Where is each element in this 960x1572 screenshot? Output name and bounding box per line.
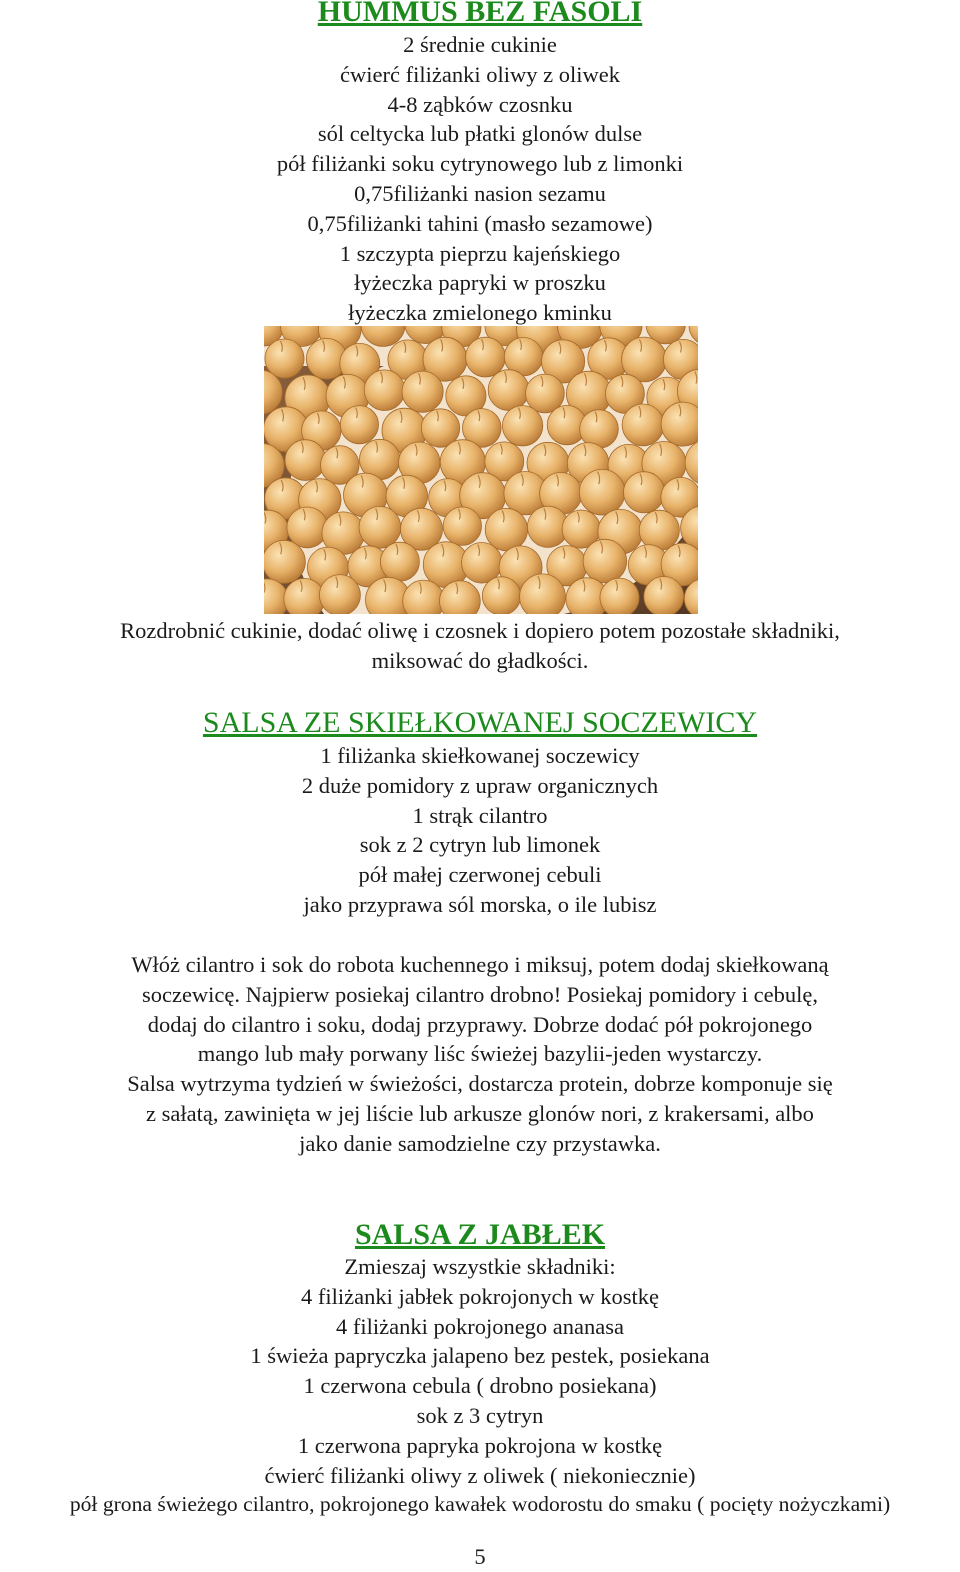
ingredient-line: 0,75filiżanki tahini (masło sezamowe) xyxy=(307,210,653,236)
chickpea xyxy=(359,506,401,548)
ingredient-line: ćwierć filiżanki oliwy z oliwek ( niekoniecznie) xyxy=(264,1462,696,1488)
ingredient-line: sok z 3 cytryn xyxy=(416,1402,544,1428)
ingredient-line: 1 szczypta pieprzu kajeńskiego xyxy=(339,240,621,266)
instruction-line: z sałatą, zawinięta w jej liście lub arkusze glonów nori, z krakersami, albo xyxy=(146,1100,814,1126)
chickpea xyxy=(579,469,625,515)
chickpea xyxy=(443,507,481,545)
chickpea xyxy=(462,543,503,584)
instruction-line: Rozdrobnić cukinie, dodać oliwę i czosnek i dopiero potem pozostałe składniki, xyxy=(120,618,840,643)
ingredient-line: ćwierć filiżanki oliwy z oliwek xyxy=(340,61,620,87)
ingredient-line: pół grona świeżego cilantro, pokrojonego kawałek wodorostu do smaku ( pocięty nożyczkami) xyxy=(69,1492,891,1517)
chickpea xyxy=(287,507,328,548)
chickpea xyxy=(639,510,679,550)
instruction-line: mango lub mały porwany liśc świeżej bazylii-jeden wystarczy. xyxy=(197,1041,763,1067)
chickpea xyxy=(644,577,684,615)
ingredient-line: 2 średnie cukinie xyxy=(403,32,557,57)
ingredient-line: pół filiżanki soku cytrynowego lub z limonki xyxy=(276,151,684,177)
chickpea xyxy=(520,574,566,614)
instruction-line: jako danie samodzielne czy przystawka. xyxy=(299,1130,661,1156)
chickpea xyxy=(319,575,360,614)
ingredient-line: 0,75filiżanki nasion sezamu xyxy=(354,180,606,206)
chickpea xyxy=(485,508,527,550)
section-title-apple-salsa: SALSA Z JABŁEK xyxy=(354,1218,606,1251)
chickpea xyxy=(466,337,506,377)
ingredient-line: pół małej czerwonej cebuli xyxy=(358,862,602,888)
section-hummus xyxy=(0,0,960,28)
chickpea xyxy=(600,578,639,614)
ingredient-line: 1 filiżanka skiełkowanej soczewicy xyxy=(320,743,640,768)
instruction-line: Włóż cilantro i sok do robota kuchennego i miksuj, potem dodaj skiełkowaną xyxy=(131,952,829,977)
section-title-hummus: HUMMUS BEZ FASOLI xyxy=(317,0,643,28)
hummus-ingredients xyxy=(0,30,960,328)
chickpea xyxy=(285,440,326,481)
ingredient-line: 4 filiżanki pokrojonego ananasa xyxy=(335,1313,625,1339)
chickpea xyxy=(364,370,405,411)
section-apple-salsa xyxy=(0,1219,960,1251)
section-lentil-salsa xyxy=(0,707,960,739)
ingredient-line: 1 czerwona cebula ( drobno posiekana) xyxy=(303,1373,657,1399)
ingredient-line: 4 filiżanki jabłek pokrojonych w kostkę xyxy=(300,1283,660,1309)
lentil-instructions xyxy=(0,950,960,1159)
ingredient-line: jako przyprawa sól morska, o ile lubisz xyxy=(303,891,657,917)
chickpea xyxy=(624,472,665,513)
intro-line: Zmieszaj wszystkie składniki: xyxy=(344,1254,616,1279)
instruction-line: dodaj do cilantro i soku, dodaj przyprawy. Dobrze dodać pół pokrojonego xyxy=(147,1011,813,1037)
hummus-instructions xyxy=(0,616,960,676)
ingredient-line: sól celtycka lub płatki glonów dulse xyxy=(317,121,643,147)
section-title-lentil-salsa: SALSA ZE SKIEŁKOWANEJ SOCZEWICY xyxy=(202,706,758,739)
instruction-line: soczewicę. Najpierw posiekaj cilantro drobno! Posiekaj pomidory i cebulę, xyxy=(141,981,819,1007)
chickpeas-illustration xyxy=(264,326,698,614)
chickpeas-photo xyxy=(264,326,698,614)
chickpea xyxy=(482,577,520,614)
apple-ingredients xyxy=(0,1252,960,1520)
chickpea xyxy=(502,406,542,446)
chickpea xyxy=(340,406,378,444)
chickpea xyxy=(583,539,627,583)
chickpea xyxy=(284,578,325,614)
instruction-line: miksować do gładkości. xyxy=(371,647,589,673)
chickpea xyxy=(488,370,529,411)
ingredient-line: sok z 2 cytryn lub limonek xyxy=(359,832,601,858)
ingredient-line: łyżeczka zmielonego kminku xyxy=(348,300,612,326)
chickpea xyxy=(380,542,419,581)
page-number: 5 xyxy=(474,1544,486,1569)
ingredient-line: 1 świeża papryczka jalapeno bez pestek, posiekana xyxy=(250,1343,710,1369)
ingredient-line: 2 duże pomidory z upraw organicznych xyxy=(301,772,659,798)
ingredient-line: łyżeczka papryki w proszku xyxy=(354,270,606,296)
lentil-ingredients xyxy=(0,741,960,920)
ingredient-line: 1 czerwona papryka pokrojona w kostkę xyxy=(297,1432,663,1458)
ingredient-line: 1 strąk cilantro xyxy=(412,802,548,828)
chickpea xyxy=(622,404,664,446)
instruction-line: Salsa wytrzyma tydzień w świeżości, dostarcza protein, dobrze komponuje się xyxy=(127,1071,833,1097)
ingredient-line: 4-8 ząbków czosnku xyxy=(387,91,573,117)
chickpea xyxy=(402,371,443,412)
chickpea xyxy=(264,540,305,583)
